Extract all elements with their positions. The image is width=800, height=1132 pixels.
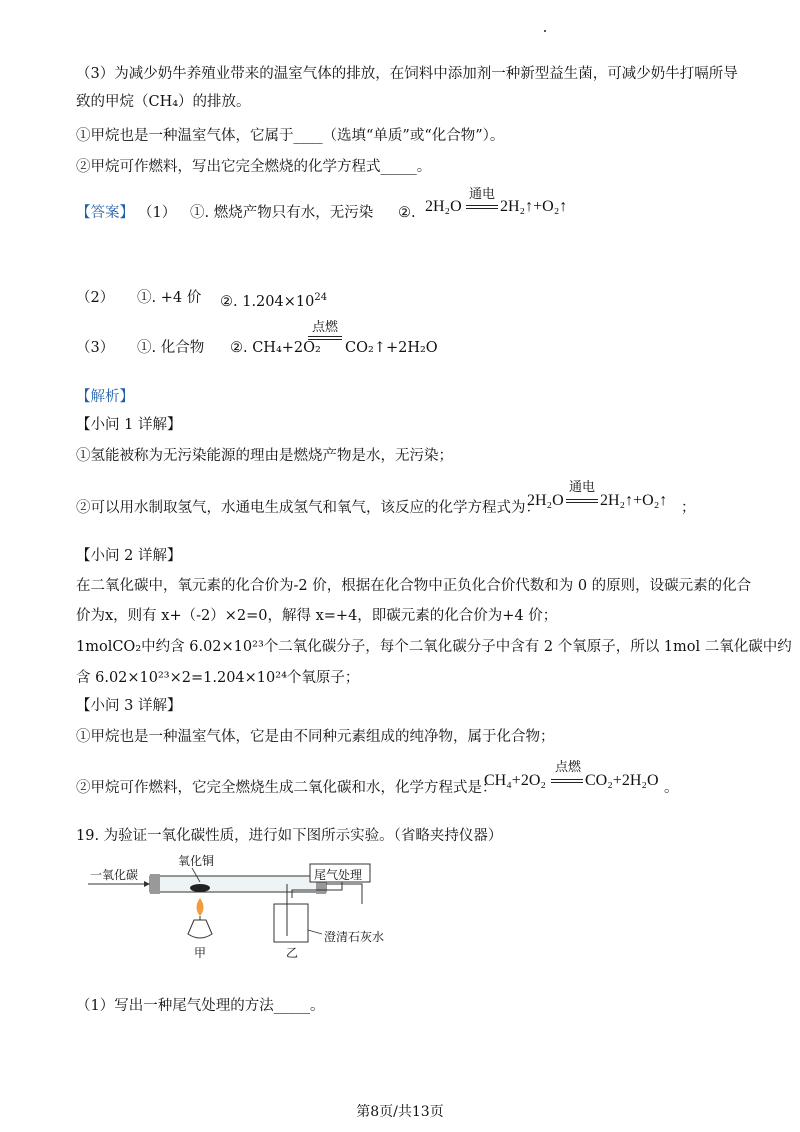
analysis-s2-line-4: 含 6.02×10²³×2=1.204×10²⁴个氧原子； (76, 670, 360, 686)
analysis-s3-line-2-end: 。 (664, 780, 679, 796)
analysis-s1-line-2: ②可以用水制取氢气，水通电生成氢气和氧气，该反应的化学方程式为： (76, 500, 540, 516)
analysis-s1-line-2-end: ； (681, 500, 696, 516)
limewater-pointer (308, 930, 322, 934)
q19-stem: 19. 为验证一氧化碳性质，进行如下图所示实验。（省略夹持仪器） (76, 828, 503, 844)
answer-tag: 【答案】 (76, 205, 134, 221)
answer-row1-b: ②. (398, 205, 416, 221)
analysis-eq1-condition: 通电 (569, 480, 596, 495)
label-inlet: 一氧化碳 (90, 868, 139, 882)
analysis-s2-head: 【小问 2 详解】 (76, 548, 182, 564)
q18-sub-question-2: ②甲烷可作燃料，写出它完全燃烧的化学方程式_____。 (76, 159, 432, 175)
answer-row2-b: ②. $1.204\times 10^{24}$ (220, 292, 328, 310)
answer-eq3-equals (308, 336, 342, 340)
analysis-s3-line-2: ②甲烷可作燃料，它完全燃烧生成二氧化碳和水，化学方程式是： (76, 780, 497, 796)
analysis-s2-line-3: 1molCO₂中约含 6.02×10²³个二氧化碳分子，每个二氧化碳分子中含有 2 个氧原子，所以 1mol 二氧化碳中约 (76, 639, 792, 655)
label-reagent: 氧化铜 (178, 854, 215, 868)
page-footer: 第8页/共13页 (356, 1104, 444, 1120)
analysis-eq3-right: CO₂+2H₂O (585, 772, 659, 789)
answer-row3-right: CO₂↑+2H₂O (345, 340, 438, 356)
q18-stem-line-2: 致的甲烷（CH₄）的排放。 (76, 94, 251, 110)
connecting-pipe (326, 884, 362, 904)
analysis-s2-line-2: 价为x，则有 x+（-2）×2=0，解得 x=+4，即碳元素的化合价为+4 价； (76, 608, 558, 624)
inlet-arrow (144, 881, 150, 887)
answer-row3-b: ②. CH₄+2O₂ (230, 340, 321, 356)
limewater-bottle (274, 904, 308, 942)
analysis-eq3-equals (551, 779, 583, 783)
analysis-s1-head: 【小问 1 详解】 (76, 417, 182, 433)
answer-row1-label: （1） (138, 205, 177, 221)
analysis-tag: 【解析】 (76, 389, 134, 405)
copper-oxide (190, 884, 210, 892)
analysis-eq3-left: CH₄+2O₂ (484, 772, 546, 789)
analysis-s3-line-1: ①甲烷也是一种温室气体，它是由不同种元素组成的纯净物，属于化合物； (76, 729, 555, 745)
answer-eq1-equals (466, 205, 498, 209)
analysis-eq1-left: 2H₂O (527, 492, 564, 509)
answer-row2-label: （2） (76, 290, 115, 306)
analysis-eq1-equals (566, 499, 598, 503)
scan-dot (544, 30, 546, 32)
experiment-diagram (82, 850, 402, 960)
answer-row1-a: ①. 燃烧产物只有水，无污染 (190, 205, 374, 221)
label-tail-gas: 尾气处理 (314, 868, 363, 882)
analysis-s2-line-1: 在二氧化碳中，氧元素的化合价为-2 价，根据在化合物中正负化合价代数和为 0 的原则，设碳元素的化合 (76, 578, 752, 594)
answer-eq1-left: 2H₂O (425, 198, 462, 215)
tube-stopper-left (150, 874, 160, 894)
answer-row2-a: ①. +4 价 (137, 290, 202, 306)
alcohol-lamp (188, 920, 212, 938)
answer-row3-a: ①. 化合物 (137, 340, 205, 356)
q19-sub-question-1: （1）写出一种尾气处理的方法_____。 (76, 998, 325, 1014)
answer-row3-label: （3） (76, 340, 115, 356)
answer-eq1-right: 2H₂↑+O₂↑ (500, 198, 568, 215)
analysis-s3-head: 【小问 3 详解】 (76, 698, 182, 714)
label-apparatus-b: 乙 (286, 946, 299, 960)
label-limewater: 澄清石灰水 (324, 930, 385, 944)
answer-eq1-condition: 通电 (469, 187, 496, 202)
answer-eq3-condition: 点燃 (312, 320, 339, 335)
analysis-s1-line-1: ①氢能被称为无污染能源的理由是燃烧产物是水，无污染； (76, 448, 453, 464)
label-apparatus-a: 甲 (194, 946, 207, 960)
q18-stem-line-1: （3）为减少奶牛养殖业带来的温室气体的排放，在饲料中添加剂一种新型益生菌，可减少奶牛打嗝所导 (76, 66, 738, 82)
q18-sub-question-1: ①甲烷也是一种温室气体，它属于____（选填“单质”或“化合物”）。 (76, 128, 505, 144)
analysis-eq1-right: 2H₂↑+O₂↑ (600, 492, 668, 509)
flame (197, 898, 204, 916)
analysis-eq3-condition: 点燃 (555, 760, 582, 775)
